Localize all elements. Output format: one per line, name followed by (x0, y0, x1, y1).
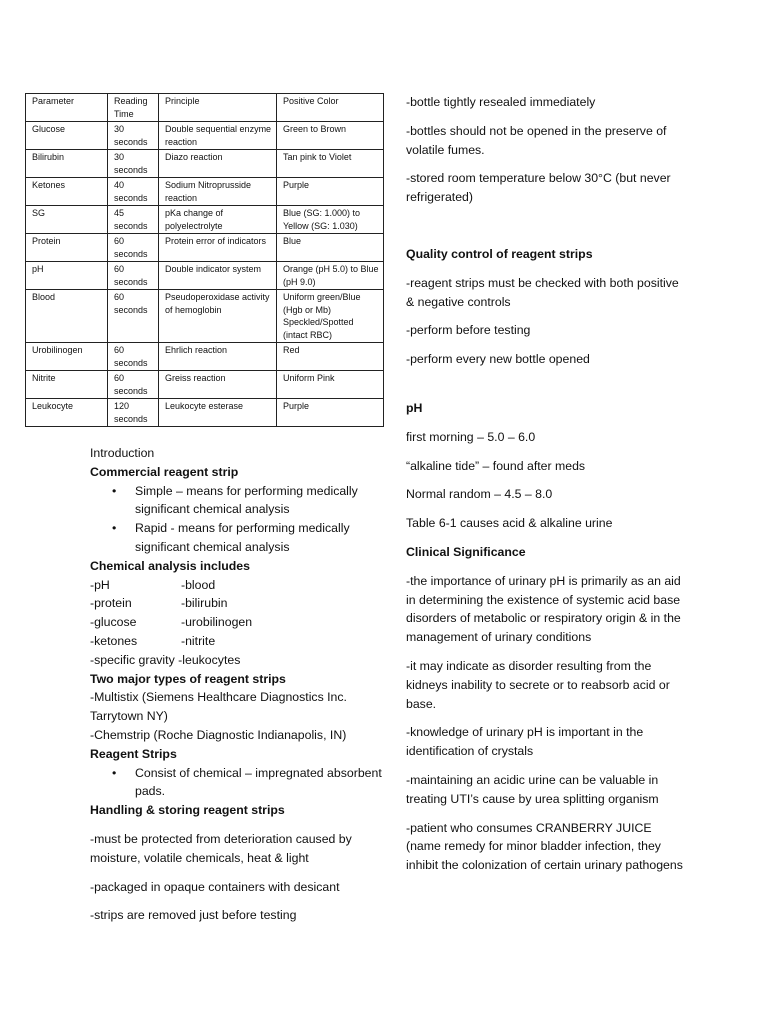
table-row (26, 234, 384, 262)
table-row (26, 343, 384, 371)
cell-positive-color: Blue (277, 234, 384, 262)
table-row (26, 178, 384, 206)
chem-item: -glucose (90, 615, 137, 630)
chem-item: -ketones (90, 633, 138, 648)
left-column (90, 444, 390, 925)
chem-item: -bilirubin (181, 596, 228, 611)
qc-checked-text: -reagent strips must be checked with both positive & negative controls (406, 275, 679, 309)
header-principle: Principle (159, 94, 277, 122)
cell-principle: Protein error of indicators (159, 234, 277, 262)
qc-every-text: -perform every new bottle opened (406, 352, 590, 367)
bullet-simple (90, 482, 390, 520)
alkaline-tide-text: “alkaline tide” – found after meds (406, 458, 586, 473)
chem-item: -nitrite (181, 633, 216, 648)
header-reading-time: Reading Time (108, 94, 159, 122)
cell-positive-color: Blue (SG: 1.000) to Yellow (SG: 1.030) (277, 206, 384, 234)
cell-positive-color: Red (277, 343, 384, 371)
bullet-rapid (90, 519, 390, 557)
table-header-row (26, 94, 384, 122)
cell-positive-color: Uniform green/Blue (Hgb or Mb) Speckled/Spotted (intact RBC) (277, 290, 384, 343)
table-row (26, 262, 384, 290)
indicate-text: -it may indicate as disorder resulting from the kidneys inability to secrete or to reabsorb acid or base. (406, 658, 670, 711)
chem-pair (90, 594, 390, 613)
cell-principle: Leukocyte esterase (159, 399, 277, 427)
cell-principle: Sodium Nitroprusside reaction (159, 178, 277, 206)
bullet-dot: • (112, 765, 117, 780)
table-row (26, 150, 384, 178)
acidic-text: -maintaining an acidic urine can be valuable in treating UTI’s cause by urea splitting organism (406, 772, 659, 806)
protected-text: -must be protected from deterioration caused by moisture, volatile chemicals, heat & light (90, 831, 352, 865)
cell-reading-time: 30 seconds (108, 122, 159, 150)
cell-positive-color: Uniform Pink (277, 371, 384, 399)
packaged-text: -packaged in opaque containers with desicant (90, 879, 340, 894)
cell-reading-time: 45 seconds (108, 206, 159, 234)
cell-reading-time: 40 seconds (108, 178, 159, 206)
cell-reading-time: 60 seconds (108, 262, 159, 290)
stored-text: -stored room temperature below 30°C (but never refrigerated) (406, 171, 671, 205)
header-positive-color: Positive Color (277, 94, 384, 122)
table-ref-text: Table 6-1 causes acid & alkaline urine (406, 516, 613, 531)
cell-positive-color: Purple (277, 178, 384, 206)
cell-positive-color: Green to Brown (277, 122, 384, 150)
cell-principle: Double sequential enzyme reaction (159, 122, 277, 150)
cell-principle: Ehrlich reaction (159, 343, 277, 371)
bullet-dot: • (112, 483, 117, 498)
reagent-parameter-table (25, 93, 384, 427)
qc-before-text: -perform before testing (406, 323, 531, 338)
cell-reading-time: 60 seconds (108, 290, 159, 343)
chemstrip-text: -Chemstrip (Roche Diagnostic Indianapolis, IN) (90, 727, 347, 742)
chem-item: -urobilinogen (181, 615, 253, 630)
cell-principle: Pseudoperoxidase activity of hemoglobin (159, 290, 277, 343)
chem-item: -pH (90, 577, 110, 592)
cell-parameter: Ketones (26, 178, 108, 206)
normal-random-text: Normal random – 4.5 – 8.0 (406, 487, 553, 502)
cell-reading-time: 60 seconds (108, 234, 159, 262)
cell-parameter: Leukocyte (26, 399, 108, 427)
cell-parameter: SG (26, 206, 108, 234)
right-column (406, 93, 684, 875)
header-parameter: Parameter (26, 94, 108, 122)
resealed-text: -bottle tightly resealed immediately (406, 95, 596, 109)
bullet-rapid-text: Rapid - means for performing medically significant chemical analysis (135, 521, 350, 554)
cell-principle: Double indicator system (159, 262, 277, 290)
cell-principle: pKa change of polyelectrolyte (159, 206, 277, 234)
clinical-significance-heading: Clinical Significance (406, 544, 526, 559)
cell-parameter: Nitrite (26, 371, 108, 399)
cell-reading-time: 60 seconds (108, 371, 159, 399)
chem-item: -protein (90, 596, 132, 611)
table-row (26, 290, 384, 343)
chem-item: -blood (181, 577, 216, 592)
chem-pair (90, 613, 390, 632)
table-row (26, 122, 384, 150)
cell-parameter: Blood (26, 290, 108, 343)
chemical-analysis-heading: Chemical analysis includes (90, 558, 250, 573)
table-row (26, 206, 384, 234)
multistix-text: -Multistix (Siemens Healthcare Diagnostics Inc. Tarrytown NY) (90, 690, 347, 724)
cell-parameter: Protein (26, 234, 108, 262)
chem-pair (90, 632, 390, 651)
cell-parameter: Bilirubin (26, 150, 108, 178)
cell-positive-color: Purple (277, 399, 384, 427)
table-body (26, 122, 384, 427)
cell-parameter: Glucose (26, 122, 108, 150)
not-opened-text: -bottles should not be opened in the preserve of volatile fumes. (406, 123, 667, 157)
commercial-reagent-heading: Commercial reagent strip (90, 464, 239, 479)
chem-last-line: -specific gravity -leukocytes (90, 652, 241, 667)
bullet-consist (90, 764, 390, 802)
cell-principle: Diazo reaction (159, 150, 277, 178)
cell-parameter: Urobilinogen (26, 343, 108, 371)
importance-text: -the importance of urinary pH is primarily as an aid in determining the existence of systemic acid base disorders of metabolic or respiratory origin & in the management of urinary conditions (406, 573, 681, 645)
knowledge-text: -knowledge of urinary pH is important in the identification of crystals (406, 725, 644, 759)
cell-reading-time: 60 seconds (108, 343, 159, 371)
introduction-label: Introduction (90, 446, 155, 460)
removed-text: -strips are removed just before testing (90, 908, 297, 923)
bullet-consist-text: Consist of chemical – impregnated absorbent pads. (135, 765, 382, 799)
reagent-strips-heading: Reagent Strips (90, 746, 177, 761)
cell-reading-time: 30 seconds (108, 150, 159, 178)
table-row (26, 399, 384, 427)
two-types-heading: Two major types of reagent strips (90, 671, 286, 686)
cell-principle: Greiss reaction (159, 371, 277, 399)
cell-parameter: pH (26, 262, 108, 290)
cell-reading-time: 120 seconds (108, 399, 159, 427)
chem-pair (90, 576, 390, 595)
bullet-dot: • (112, 521, 117, 536)
cell-positive-color: Tan pink to Violet (277, 150, 384, 178)
cell-positive-color: Orange (pH 5.0) to Blue (pH 9.0) (277, 262, 384, 290)
quality-control-heading: Quality control of reagent strips (406, 246, 593, 261)
first-morning-text: first morning – 5.0 – 6.0 (406, 429, 536, 444)
bullet-simple-text: Simple – means for performing medically significant chemical analysis (135, 483, 358, 517)
cranberry-text: -patient who consumes CRANBERRY JUICE (name remedy for minor bladder infection, they inhibit the colonization of certain urinary pathogens (406, 820, 683, 873)
ph-heading: pH (406, 400, 423, 415)
handling-heading: Handling & storing reagent strips (90, 803, 285, 818)
table-row (26, 371, 384, 399)
